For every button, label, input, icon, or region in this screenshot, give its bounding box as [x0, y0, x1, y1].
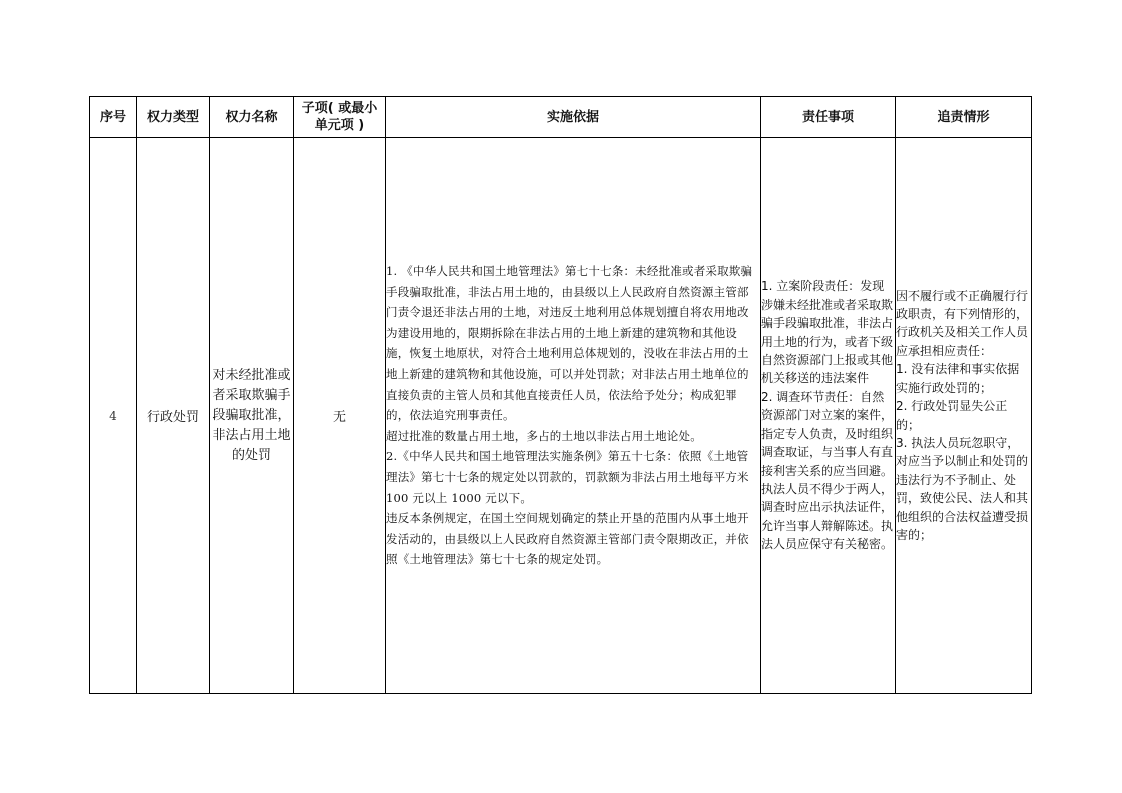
header-power-name: 权力名称: [210, 97, 294, 138]
table-row: [90, 138, 1032, 694]
responsibility-text: [761, 277, 895, 553]
cell-basis: [386, 138, 761, 694]
responsibility-paragraph: 1. 立案阶段责任：发现涉嫌未经批准或者采取欺骗手段骗取批准，非法占用土地的行为，或者下级自然资源部门上报或其他机关移送的违法案件: [761, 279, 894, 386]
basis-paragraph: 2.《中华人民共和国土地管理法实施条例》第五十七条：依照《土地管理法》第七十七条的规定处以罚款的，罚款额为非法占用土地每平方米 100 元以上 1000 元以下。: [386, 449, 749, 505]
accountability-text: [896, 287, 1031, 545]
cell-power-type: 行政处罚: [137, 138, 210, 694]
cell-responsibility: [761, 138, 896, 694]
basis-paragraph: 违反本条例规定，在国土空间规划确定的禁止开垦的范围内从事土地开发活动的，由县级以上人民政府自然资源主管部门责令限期改正，并依照《土地管理法》第七十七条的规定处罚。: [386, 511, 749, 567]
header-accountability: 追责情形: [896, 97, 1032, 138]
cell-sub-item: 无: [294, 138, 386, 694]
header-responsibility: 责任事项: [761, 97, 896, 138]
cell-accountability: [896, 138, 1032, 694]
accountability-paragraph: 2. 行政处罚显失公正的；: [896, 399, 1008, 432]
header-seq: 序号: [90, 97, 137, 138]
table-header-row: [90, 97, 1032, 138]
accountability-paragraph: 因不履行或不正确履行行政职责，有下列情形的，行政机关及相关工作人员应承担相应责任：: [896, 288, 1029, 358]
basis-paragraph: 超过批准的数量占用土地，多占的土地以非法占用土地论处。: [386, 428, 702, 443]
accountability-paragraph: 1. 没有法律和事实依据实施行政处罚的；: [896, 362, 1020, 395]
header-sub-item-line2: 单元项 ): [314, 118, 365, 133]
basis-text: [386, 261, 760, 570]
accountability-paragraph: 3. 执法人员玩忽职守，对应当予以制止和处罚的违法行为不予制止、处罚，致使公民、法人和其他组织的合法权益遭受损害的；: [896, 435, 1029, 542]
cell-power-name: 对未经批准或者采取欺骗手段骗取批准，非法占用土地的处罚: [210, 138, 294, 694]
header-sub-item-line1: 子项( 或最小: [301, 101, 378, 116]
header-sub-item: [294, 97, 386, 138]
basis-paragraph: 1. 《中华人民共和国土地管理法》第七十七条：未经批准或者采取欺骗手段骗取批准，非法占用土地的，由县级以上人民政府自然资源主管部门责令退还非法占用的土地，对违反土地利用总体规划擅自将农用地改为建设用地的，限期拆除在非法占用的土地上新建的建筑物和其他设施，恢复土地原状，对符合土地利用总体规划的，没收在非法占用的土地上新建的建筑物和其他设施，可以并处罚款；对非法占用土地单位的直接负责的主管人员和其他直接责任人员，依法给予处分；构成犯罪的，依法追究刑事责任。: [386, 264, 753, 423]
responsibility-paragraph: 2. 调查环节责任：自然资源部门对立案的案件，指定专人负责，及时组织调查取证，与当事人有直接利害关系的应当回避。执法人员不得少于两人，调查时应出示执法证件，允许当事人辩解陈述。执法人员应保守有关秘密。: [761, 389, 894, 552]
cell-seq: 4: [90, 138, 137, 694]
header-basis: 实施依据: [386, 97, 761, 138]
power-list-table: [89, 96, 1032, 694]
header-power-type: 权力类型: [137, 97, 210, 138]
